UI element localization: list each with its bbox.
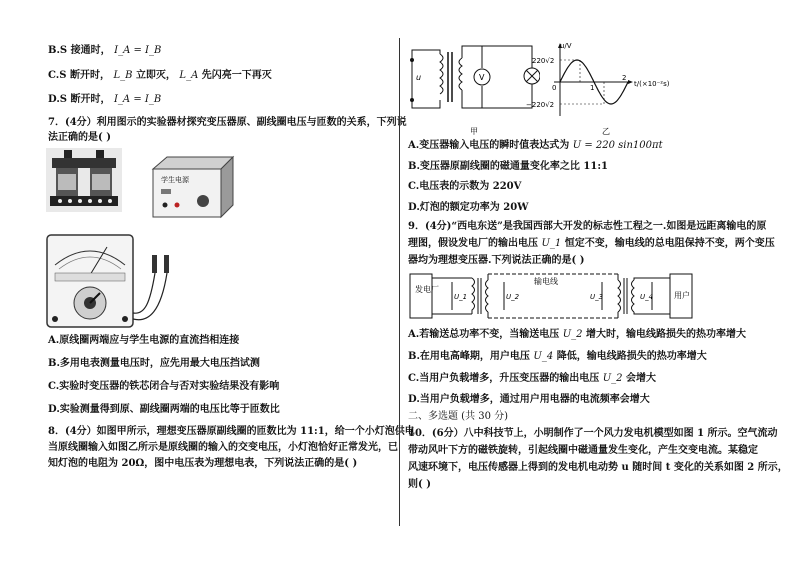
graph-t2-label: 2 (622, 74, 627, 82)
q7-option-a: A.原线圈两端应与学生电源的直流挡相连接 (48, 335, 240, 346)
q10-stem-line2: 带动风叶下方的磁铁旋转，引起线圈中磁通量发生变化，产生交变电流。某稳定 (408, 445, 758, 456)
column-divider (399, 38, 400, 526)
q6-option-b (48, 44, 161, 58)
q7-option-b: B.多用电表测量电压时，应先用最大电压挡试测 (48, 358, 260, 369)
option-text: 增大时，输电线路损失的热功率增大 (586, 329, 747, 340)
q9-stem-line1: 9．(4分)“西电东送”是我国西部大开发的标志性工程之一.如图是远距离输电的原 (408, 221, 767, 232)
option-text: C.S 断开时， (48, 70, 110, 81)
u2-label: U_2 (506, 293, 520, 301)
q8-stem-line1: 8．(4分）如图甲所示，理想变压器原副线圈的匝数比为 11:1，给一个小灯泡供电 (48, 426, 415, 437)
u3-label: U_3 (590, 293, 604, 301)
power-supply-image (147, 155, 237, 221)
figure-yi-label: 乙 (602, 127, 610, 136)
q6-option-d (48, 93, 161, 107)
q10-stem-line3: 风速环境下，电压传感器上得到的发电机电动势 u 随时间 t 变化的关系如图 2 所示， (408, 462, 788, 473)
u1-symbol: U_1 (541, 238, 562, 249)
q10-stem-line4: 则( ) (408, 479, 431, 490)
q7-option-d: D.实验测量得到原、副线圈两端的电压比等于匝数比 (48, 404, 280, 415)
q8-option-a (408, 139, 663, 153)
transmission-line-label: 输电线 (534, 277, 558, 286)
u4-label: U_4 (640, 293, 654, 301)
graph-ymin-label: −220√2 (526, 101, 555, 109)
user-label: 用户 (674, 291, 690, 300)
graph-ymax-label: 220√2 (532, 57, 555, 65)
q9-stem-line3: 器均为理想变压器.下列说法正确的是( ) (408, 255, 585, 266)
q7-stem-line2: 法正确的是( ) (48, 132, 111, 143)
q9-stem-line2 (408, 237, 775, 251)
formula: I_A = I_B (114, 45, 162, 56)
stem-text: 恒定不变，输电线的总电阻保持不变，两个变压 (564, 238, 775, 249)
option-text: B.在用电高峰期，用户电压 (408, 351, 530, 362)
option-text: B.S 接通时， (48, 45, 111, 56)
voltmeter-label: V (479, 73, 485, 82)
power-transmission-diagram (408, 268, 694, 324)
circuit-u-label: u (416, 73, 422, 82)
q10-stem-line1: 10．(6分）八中科技节上，小明制作了一个风力发电机模型如图 1 所示。空气流动 (408, 428, 778, 439)
q6-option-c (48, 69, 272, 83)
option-text: A.变压器输入电压的瞬时值表达式为 (408, 140, 570, 151)
option-text: 立即灭， (135, 70, 176, 81)
multimeter-image (45, 233, 175, 329)
q8-option-b: B.变压器原副线圈的磁通量变化率之比 11:1 (408, 161, 608, 172)
plant-label-text: 发电厂 (415, 285, 439, 294)
voltage-time-graph (510, 40, 702, 138)
power-supply-label: 学生电源 (161, 176, 189, 184)
lamp-b-symbol: L_B (113, 70, 133, 81)
graph-t-axis-label: t/(×10⁻²s) (634, 80, 670, 88)
q8-stem-line3: 知灯泡的电阻为 20Ω，图中电压表为理想电表，下列说法正确的是( ) (48, 458, 358, 469)
q7-option-c: C.实验时变压器的铁芯闭合与否对实验结果没有影响 (48, 381, 280, 392)
q9-option-d: D.当用户负载增多，通过用户用电器的电流频率会增大 (408, 394, 650, 405)
u2-symbol: U_2 (602, 373, 623, 384)
graph-u-axis-label: u/V (560, 42, 572, 50)
option-text: D.S 断开时， (48, 94, 111, 105)
transformer-image (46, 148, 122, 212)
q8-stem-line2: 当原线圈输入如图乙所示是原线圈的输入的交变电压，小灯泡恰好正常发光，已 (48, 442, 398, 453)
option-text: A.若输送总功率不变，当输送电压 (408, 329, 560, 340)
q9-option-a (408, 328, 746, 342)
u4-symbol: U_4 (533, 351, 554, 362)
option-text: 先闪亮一下再灭 (201, 70, 272, 81)
right-column (402, 0, 800, 566)
option-text: 会增大 (626, 373, 657, 384)
lamp-a-symbol: L_A (179, 70, 199, 81)
power-plant-label (415, 284, 439, 294)
section-heading: 二、多选题 (共 30 分) (408, 411, 509, 422)
q7-stem-line1: 7．(4分）利用图示的实验器材探究变压器原、副线圈电压与匝数的关系，下列说 (48, 117, 407, 128)
figure-jia-label: 甲 (470, 127, 478, 136)
q8-option-c: C.电压表的示数为 220V (408, 181, 522, 192)
u2-symbol: U_2 (562, 329, 583, 340)
formula: U = 220 sin100πt (572, 140, 663, 151)
q8-option-d: D.灯泡的额定功率为 20W (408, 202, 529, 213)
formula: I_A = I_B (113, 94, 162, 105)
option-text: 降低，输电线路损失的热功率增大 (556, 351, 707, 362)
graph-origin-label: 0 (552, 84, 557, 92)
option-text: C.当用户负载增多，升压变压器的输出电压 (408, 373, 600, 384)
q9-option-c (408, 372, 656, 386)
graph-t1-label: 1 (590, 84, 595, 92)
q9-option-b (408, 350, 707, 364)
u1-label: U_1 (454, 293, 468, 301)
stem-text: 理图，假设发电厂的输出电压 (408, 238, 538, 249)
